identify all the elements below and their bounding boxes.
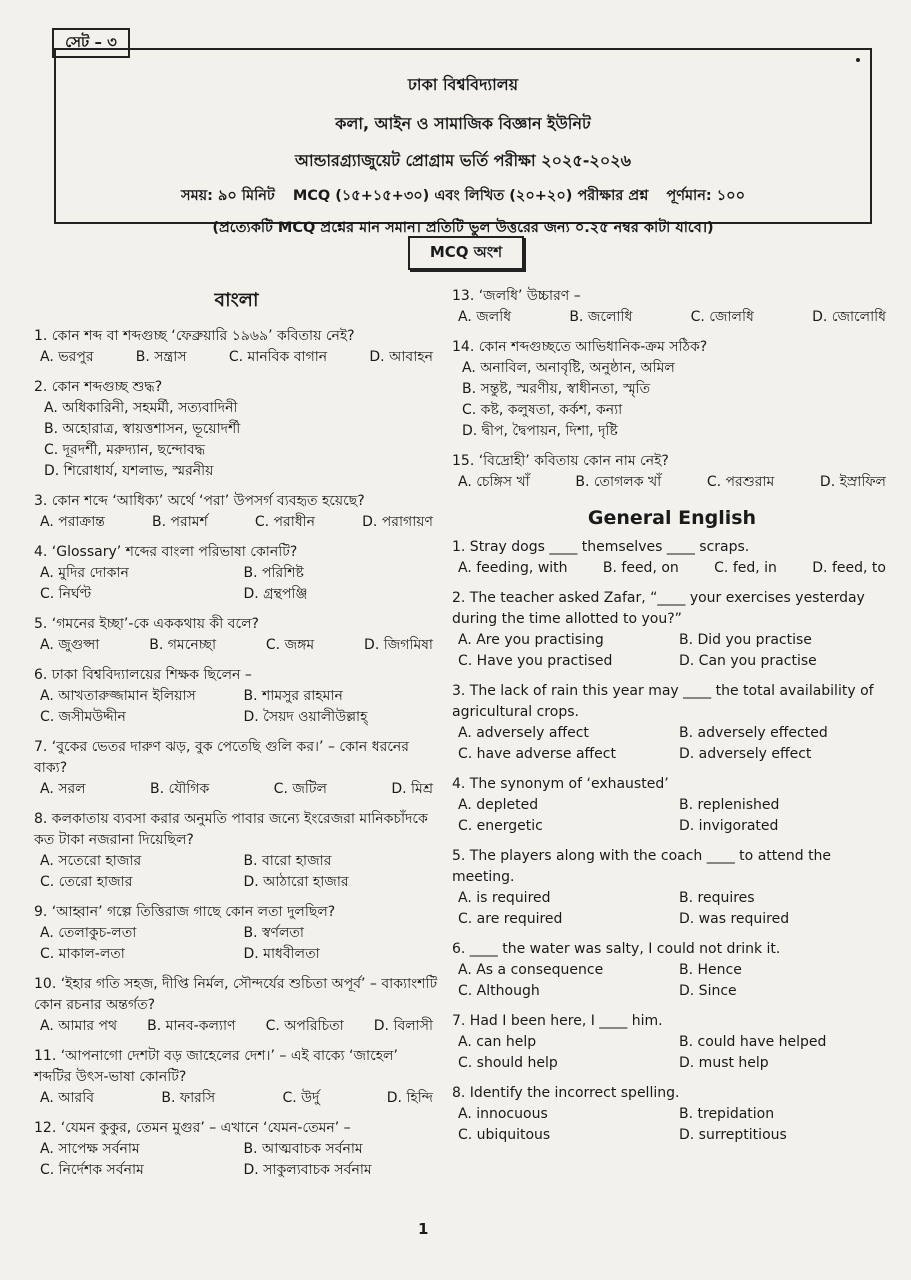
question-item	[452, 939, 892, 1002]
answer-option: C. কষ্ট, কলুষতা, কর্কশ, কন্যা	[462, 402, 623, 418]
question-stem: 6. ঢাকা বিশ্ববিদ্যালয়ের শিক্ষক ছিলেন –	[34, 667, 252, 683]
answer-option: B. Hence	[679, 962, 742, 978]
answer-option: D. হিন্দি	[386, 1090, 433, 1106]
answer-option: B. trepidation	[679, 1106, 775, 1122]
question-item	[452, 286, 892, 328]
answer-option: D. adversely effect	[679, 746, 812, 762]
answer-option: C. জটিল	[273, 781, 327, 797]
exam-time: সময়: ৯০ মিনিট	[181, 188, 275, 204]
exam-format: MCQ (১৫+১৫+৩০) এবং লিখিত (২০+২০) পরীক্ষার প্রশ্ন	[292, 188, 649, 204]
option-list	[34, 851, 439, 893]
page-number: 1	[418, 1220, 429, 1238]
option-list	[452, 1104, 892, 1146]
question-item	[34, 665, 439, 728]
question-item	[34, 614, 439, 656]
question-stem: 10. ‘ইহার গতি সহজ, দীপ্তি নির্মল, সৌন্দর্যের শুচিতা অপূর্ব’ – বাক্যাংশটি কোন রচনার অন্তর্গত?	[34, 976, 438, 1013]
answer-option: D. জোলোধি	[812, 309, 886, 325]
answer-option: A. সাপেক্ষ সর্বনাম	[40, 1141, 140, 1157]
question-item	[34, 974, 439, 1037]
answer-option: D. মাধবীলতা	[243, 946, 320, 962]
question-stem: 1. Stray dogs ____ themselves ____ scraps.	[452, 539, 750, 555]
answer-option: B. বারো হাজার	[243, 853, 332, 869]
answer-option: A. feeding, with	[458, 560, 568, 576]
question-stem: 2. কোন শব্দগুচ্ছ শুদ্ধ?	[34, 379, 163, 395]
right-column	[452, 286, 892, 1155]
question-item	[452, 588, 892, 672]
answer-option: A. can help	[458, 1034, 537, 1050]
answer-option: D. পরাগায়ণ	[362, 514, 433, 530]
question-item	[452, 337, 892, 442]
answer-option: B. পরিশিষ্ট	[243, 565, 304, 581]
answer-option: D. must help	[679, 1055, 769, 1071]
answer-option: A. সরল	[40, 781, 86, 797]
left-column	[34, 286, 439, 1190]
option-list	[34, 635, 439, 656]
answer-option: A. আখতারুজ্জামান ইলিয়াস	[40, 688, 196, 704]
answer-option: C. Although	[458, 983, 540, 999]
university-name: ঢাকা বিশ্ববিদ্যালয়	[407, 75, 519, 94]
answer-option: A. depleted	[458, 797, 539, 813]
option-list	[452, 558, 892, 579]
answer-option: B. জলোধি	[569, 309, 633, 325]
answer-option: A. চেঙ্গিস খাঁ	[458, 474, 530, 490]
answer-option: B. মানব-কল্যাণ	[147, 1018, 236, 1034]
answer-option: B. স্বর্ণলতা	[243, 925, 304, 941]
answer-option: C. জসীমউদ্দীন	[40, 709, 126, 725]
option-list	[34, 923, 439, 965]
answer-option: C. নির্ঘণ্ট	[40, 586, 92, 602]
question-stem: 4. The synonym of ‘exhausted’	[452, 776, 669, 792]
answer-option: D. was required	[679, 911, 790, 927]
question-item	[452, 681, 892, 765]
answer-option: B. could have helped	[679, 1034, 827, 1050]
answer-option: C. পরশুরাম	[706, 474, 775, 490]
answer-option: B. শামসুর রাহমান	[243, 688, 343, 704]
answer-option: C. are required	[458, 911, 563, 927]
answer-option: C. should help	[458, 1055, 558, 1071]
question-stem: 1. কোন শব্দ বা শব্দগুচ্ছ ‘ফেব্রুয়ারি ১৯৬৯’ কবিতায় নেই?	[34, 328, 355, 344]
option-list	[34, 512, 439, 533]
question-item	[452, 1083, 892, 1146]
answer-option: A. অধিকারিনী, সহমর্মী, সত্যবাদিনী	[44, 400, 238, 416]
answer-option: B. অহোরাত্র, স্বায়ত্তশাসন, ভূয়োদর্শী	[44, 421, 241, 437]
option-list	[452, 960, 892, 1002]
answer-option: D. শিরোধার্য, যশলাভ, স্মরনীয়	[44, 463, 214, 479]
bangla-question-list	[34, 326, 439, 1181]
answer-option: A. অনাবিল, অনাবৃষ্টি, অনুষ্ঠান, অমিল	[462, 360, 675, 376]
option-list	[34, 398, 439, 482]
exam-header	[54, 48, 872, 236]
question-item	[34, 737, 439, 800]
answer-option: C. fed, in	[714, 560, 777, 576]
answer-option: B. আত্মবাচক সর্বনাম	[243, 1141, 363, 1157]
question-stem: 12. ‘যেমন কুকুর, তেমন মুগুর’ – এখানে ‘যেমন-তেমন’ –	[34, 1120, 351, 1136]
question-stem: 7. Had I been here, I ____ him.	[452, 1013, 663, 1029]
question-stem: 9. ‘আহ্বান’ গল্পে তিত্তিরাজ গাছে কোন লতা দুলছিল?	[34, 904, 336, 920]
ink-dot	[856, 58, 860, 62]
answer-option: C. পরাধীন	[254, 514, 316, 530]
answer-option: B. replenished	[679, 797, 780, 813]
answer-option: C. মানবিক বাগান	[228, 349, 328, 365]
answer-option: A. As a consequence	[458, 962, 604, 978]
answer-option: C. দূরদর্শী, মরুদ্যান, ছন্দোবদ্ধ	[44, 442, 205, 458]
answer-option: D. মিশ্র	[391, 781, 433, 797]
question-item	[452, 1011, 892, 1074]
answer-option: A. পরাক্রান্ত	[40, 514, 105, 530]
answer-option: A. মুদির দোকান	[40, 565, 129, 581]
answer-option: C. have adverse affect	[458, 746, 616, 762]
answer-option: A. জুগুপ্সা	[40, 637, 100, 653]
unit-name: কলা, আইন ও সামাজিক বিজ্ঞান ইউনিট	[335, 114, 591, 133]
answer-option: D. Since	[679, 983, 737, 999]
answer-option: C. Have you practised	[458, 653, 613, 669]
question-item	[34, 326, 439, 368]
question-item	[34, 542, 439, 605]
question-item	[452, 451, 892, 493]
question-item	[452, 846, 892, 930]
question-item	[34, 1118, 439, 1181]
answer-option: B. সন্তুষ্ট, স্মরণীয়, স্বাধীনতা, স্মৃতি	[462, 381, 651, 397]
answer-option: A. ভরপুর	[40, 349, 94, 365]
exam-meta	[56, 185, 870, 209]
answer-option: C. উর্দু	[282, 1090, 320, 1106]
answer-option: B. Did you practise	[679, 632, 812, 648]
answer-option: A. আমার পথ	[40, 1018, 118, 1034]
option-list	[452, 307, 892, 328]
english-section-title: General English	[587, 507, 757, 529]
bangla-section-title: বাংলা	[214, 289, 259, 311]
question-stem: 2. The teacher asked Zafar, “____ your exercises yesterday during the time allotted to you?”	[452, 590, 865, 627]
question-stem: 3. The lack of rain this year may ____ the total availability of agricultural crops.	[452, 683, 874, 720]
question-stem: 8. Identify the incorrect spelling.	[452, 1085, 680, 1101]
bangla-question-list-continued	[452, 286, 892, 493]
answer-option: B. adversely effected	[679, 725, 828, 741]
answer-option: A. Are you practising	[458, 632, 604, 648]
answer-option: D. সৈয়দ ওয়ালীউল্লাহ্	[243, 709, 368, 725]
option-list	[452, 795, 892, 837]
question-item	[34, 902, 439, 965]
answer-option: D. আবাহন	[369, 349, 433, 365]
option-list	[34, 1016, 439, 1037]
answer-option: C. energetic	[458, 818, 543, 834]
question-item	[34, 809, 439, 893]
question-item	[34, 1046, 439, 1109]
answer-option: D. গ্রন্থপঞ্জি	[243, 586, 308, 602]
answer-option: B. পরামর্শ	[151, 514, 208, 530]
answer-option: A. is required	[458, 890, 551, 906]
answer-option: A. innocuous	[458, 1106, 548, 1122]
option-list	[34, 686, 439, 728]
answer-option: B. গমনেচ্ছা	[149, 637, 216, 653]
answer-option: D. দ্বীপ, দ্বৈপায়ন, দিশা, দৃষ্টি	[462, 423, 618, 439]
answer-option: D. আঠারো হাজার	[243, 874, 349, 890]
answer-option: A. সতেরো হাজার	[40, 853, 142, 869]
question-item	[34, 377, 439, 482]
question-stem: 8. কলকাতায় ব্যবসা করার অনুমতি পাবার জন্যে ইংরেজরা মানিকচাঁদকে কত টাকা নজরানা দিয়েছিল?	[34, 811, 428, 848]
option-list	[452, 888, 892, 930]
answer-option: D. surreptitious	[679, 1127, 787, 1143]
option-list	[34, 1088, 439, 1109]
question-stem: 4. ‘Glossary’ শব্দের বাংলা পরিভাষা কোনটি?	[34, 544, 298, 560]
exam-name: আন্ডারগ্র্যাজুয়েট প্রোগ্রাম ভর্তি পরীক্ষা ২০২৫-২০২৬	[294, 151, 632, 170]
set-label: সেট – ৩	[52, 28, 130, 58]
answer-option: C. জোলধি	[690, 309, 754, 325]
option-list	[34, 563, 439, 605]
answer-option: D. Can you practise	[679, 653, 817, 669]
english-question-list	[452, 537, 892, 1146]
exam-note: (প্রত্যেকটি MCQ প্রশ্নের মান সমান। প্রতিটি ভুল উত্তরের জন্য ০.২৫ নম্বর কাটা যাবে।)	[212, 220, 714, 236]
question-item	[452, 537, 892, 579]
option-list	[452, 723, 892, 765]
answer-option: D. feed, to	[812, 560, 886, 576]
answer-option: A. তেলাকুচ-লতা	[40, 925, 137, 941]
answer-option: B. যৌগিক	[150, 781, 210, 797]
question-stem: 13. ‘জলধি’ উচ্চারণ –	[452, 288, 581, 304]
answer-option: C. নির্দেশক সর্বনাম	[40, 1162, 144, 1178]
answer-option: B. feed, on	[602, 560, 679, 576]
answer-option: B. সন্ত্রাস	[135, 349, 187, 365]
answer-option: D. ইস্রাফিল	[819, 474, 886, 490]
question-item	[34, 491, 439, 533]
answer-option: D. জিগমিষা	[364, 637, 433, 653]
question-stem: 5. ‘গমনের ইচ্ছা’-কে এককথায় কী বলে?	[34, 616, 259, 632]
answer-option: D. বিলাসী	[373, 1018, 433, 1034]
question-stem: 6. ____ the water was salty, I could not drink it.	[452, 941, 781, 957]
option-list	[452, 358, 892, 442]
answer-option: B. requires	[679, 890, 755, 906]
question-stem: 11. ‘আপনাগো দেশটা বড় জাহেলের দেশ।’ – এই বাক্যে ‘জাহেল’ শব্দটির উৎস-ভাষা কোনটি?	[34, 1048, 398, 1085]
answer-option: A. জলধি	[458, 309, 512, 325]
option-list	[34, 1139, 439, 1181]
answer-option: A. adversely affect	[458, 725, 589, 741]
question-stem: 15. ‘বিদ্রোহী’ কবিতায় কোন নাম নেই?	[452, 453, 669, 469]
question-stem: 14. কোন শব্দগুচ্ছতে আভিধানিক-ক্রম সঠিক?	[452, 339, 708, 355]
exam-full-marks: পূর্ণমান: ১০০	[666, 188, 745, 204]
option-list	[452, 630, 892, 672]
question-stem: 3. কোন শব্দে ‘আধিক্য’ অর্থে ‘পরা’ উপসর্গ ব্যবহৃত হয়েছে?	[34, 493, 365, 509]
option-list	[452, 1032, 892, 1074]
question-item	[452, 774, 892, 837]
answer-option: C. ubiquitous	[458, 1127, 551, 1143]
question-stem: 5. The players along with the coach ____ to attend the meeting.	[452, 848, 832, 885]
answer-option: A. আরবি	[40, 1090, 95, 1106]
answer-option: C. জঙ্গম	[265, 637, 315, 653]
option-list	[34, 779, 439, 800]
answer-option: C. মাকাল-লতা	[40, 946, 125, 962]
answer-option: B. ফারসি	[161, 1090, 216, 1106]
answer-option: C. তেরো হাজার	[40, 874, 133, 890]
answer-option: D. invigorated	[679, 818, 779, 834]
option-list	[34, 347, 439, 368]
option-list	[452, 472, 892, 493]
question-stem: 7. ‘বুকের ভেতর দারুণ ঝড়, বুক পেতেছি গুলি কর।’ – কোন ধরনের বাক্য?	[34, 739, 409, 776]
answer-option: B. তোগলক খাঁ	[575, 474, 662, 490]
answer-option: D. সাকুল্যবাচক সর্বনাম	[243, 1162, 372, 1178]
answer-option: C. অপরিচিতা	[265, 1018, 344, 1034]
mcq-section-label: MCQ অংশ	[408, 236, 524, 270]
